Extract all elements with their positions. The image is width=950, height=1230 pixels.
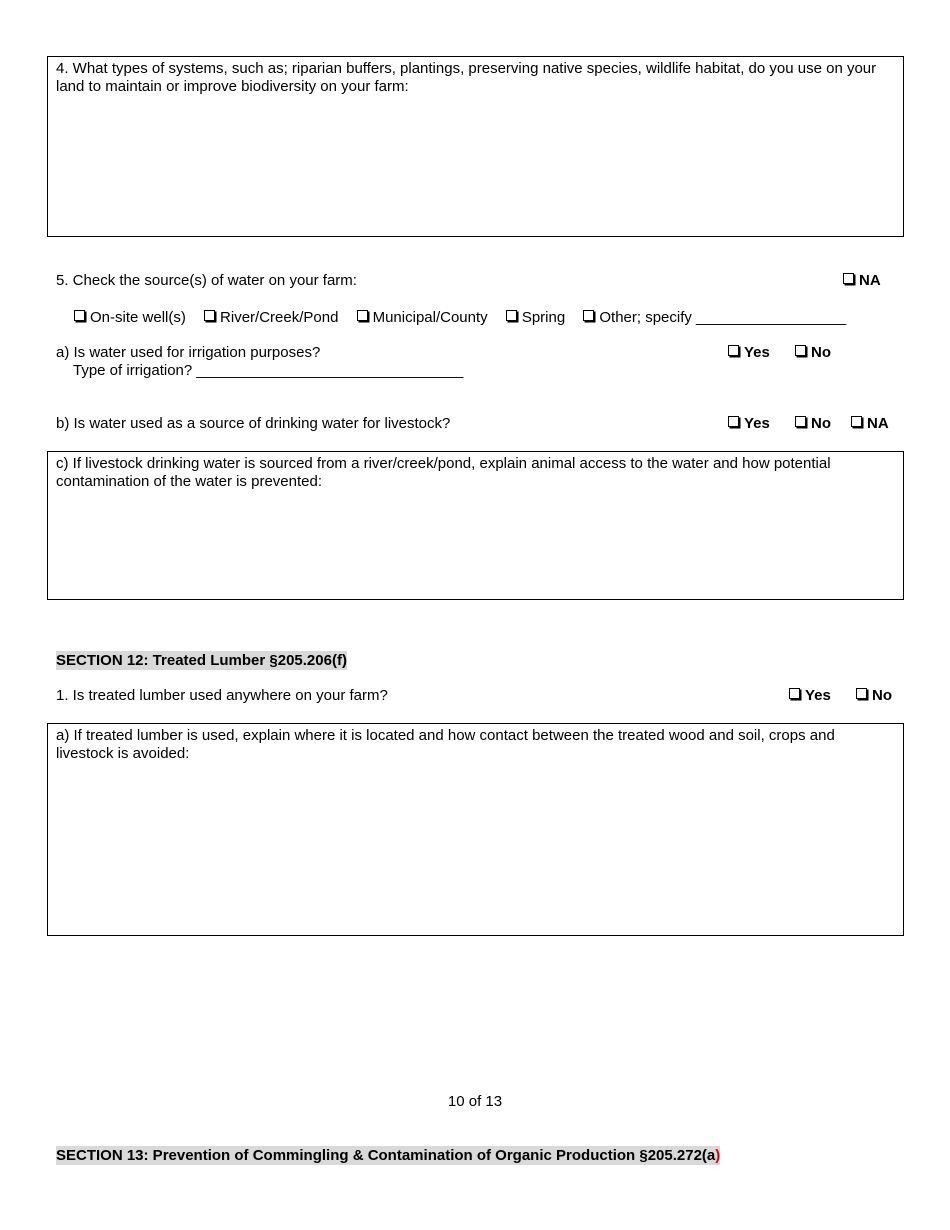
s12a-answer-box[interactable] xyxy=(47,723,904,936)
water-source-options xyxy=(74,309,846,326)
section-13-heading: SECTION 13: Prevention of Commingling & Contamination of Organic Production §205.272(a) xyxy=(56,1147,721,1164)
s12a-question: a) If treated lumber is used, explain where it is located and how contact between the treated wood and soil, crops and livestock is avoided: xyxy=(56,727,835,762)
s12-q1-question: 1. Is treated lumber used anywhere on your farm? xyxy=(56,687,388,704)
q5a-yes-option[interactable]: Yes xyxy=(728,344,770,361)
checkbox-icon[interactable] xyxy=(795,345,806,356)
s12-q1-yes-option[interactable]: Yes xyxy=(789,687,831,704)
q5b-question: b) Is water used as a source of drinking water for livestock? xyxy=(56,415,451,432)
checkbox-icon[interactable] xyxy=(856,688,867,699)
q5-na-option[interactable]: NA xyxy=(843,272,881,289)
q5b-na-option[interactable]: NA xyxy=(851,415,889,432)
section-12-heading: SECTION 12: Treated Lumber §205.206(f) xyxy=(56,652,347,669)
q5b-yes-option[interactable]: Yes xyxy=(728,415,770,432)
q4-question: 4. What types of systems, such as; riparian buffers, plantings, preserving native species, wildlife habitat, do you use on your land to maintain or improve biodiversity on your farm: xyxy=(56,60,877,95)
source-option-spring[interactable]: Spring xyxy=(506,309,565,326)
checkbox-icon[interactable] xyxy=(851,416,862,427)
checkbox-icon[interactable] xyxy=(843,273,854,284)
checkbox-icon[interactable] xyxy=(728,345,739,356)
checkbox-icon[interactable] xyxy=(795,416,806,427)
source-option-other[interactable]: Other; specify __________________ xyxy=(583,309,846,326)
q4-answer-box[interactable] xyxy=(47,56,904,237)
q5-question: 5. Check the source(s) of water on your farm: xyxy=(56,272,357,289)
checkbox-icon[interactable] xyxy=(204,310,215,321)
checkbox-icon[interactable] xyxy=(583,310,594,321)
q5b-no-option[interactable]: No xyxy=(795,415,831,432)
checkbox-icon[interactable] xyxy=(357,310,368,321)
q5c-question: c) If livestock drinking water is sourced from a river/creek/pond, explain animal access to the water and how potential contamination of the water is prevented: xyxy=(56,455,831,490)
checkbox-icon[interactable] xyxy=(74,310,85,321)
source-option-river[interactable]: River/Creek/Pond xyxy=(204,309,338,326)
irrigation-type-field[interactable]: Type of irrigation? ________________________________ xyxy=(73,362,464,379)
checkbox-icon[interactable] xyxy=(789,688,800,699)
s12-q1-no-option[interactable]: No xyxy=(856,687,892,704)
source-option-municipal[interactable]: Municipal/County xyxy=(357,309,488,326)
checkbox-icon[interactable] xyxy=(506,310,517,321)
source-option-well[interactable]: On-site well(s) xyxy=(74,309,186,326)
checkbox-icon[interactable] xyxy=(728,416,739,427)
q5c-answer-box[interactable] xyxy=(47,451,904,600)
q5a-no-option[interactable]: No xyxy=(795,344,831,361)
page-number: 10 of 13 xyxy=(447,1093,503,1110)
q5a-question: a) Is water used for irrigation purposes? xyxy=(56,344,321,361)
